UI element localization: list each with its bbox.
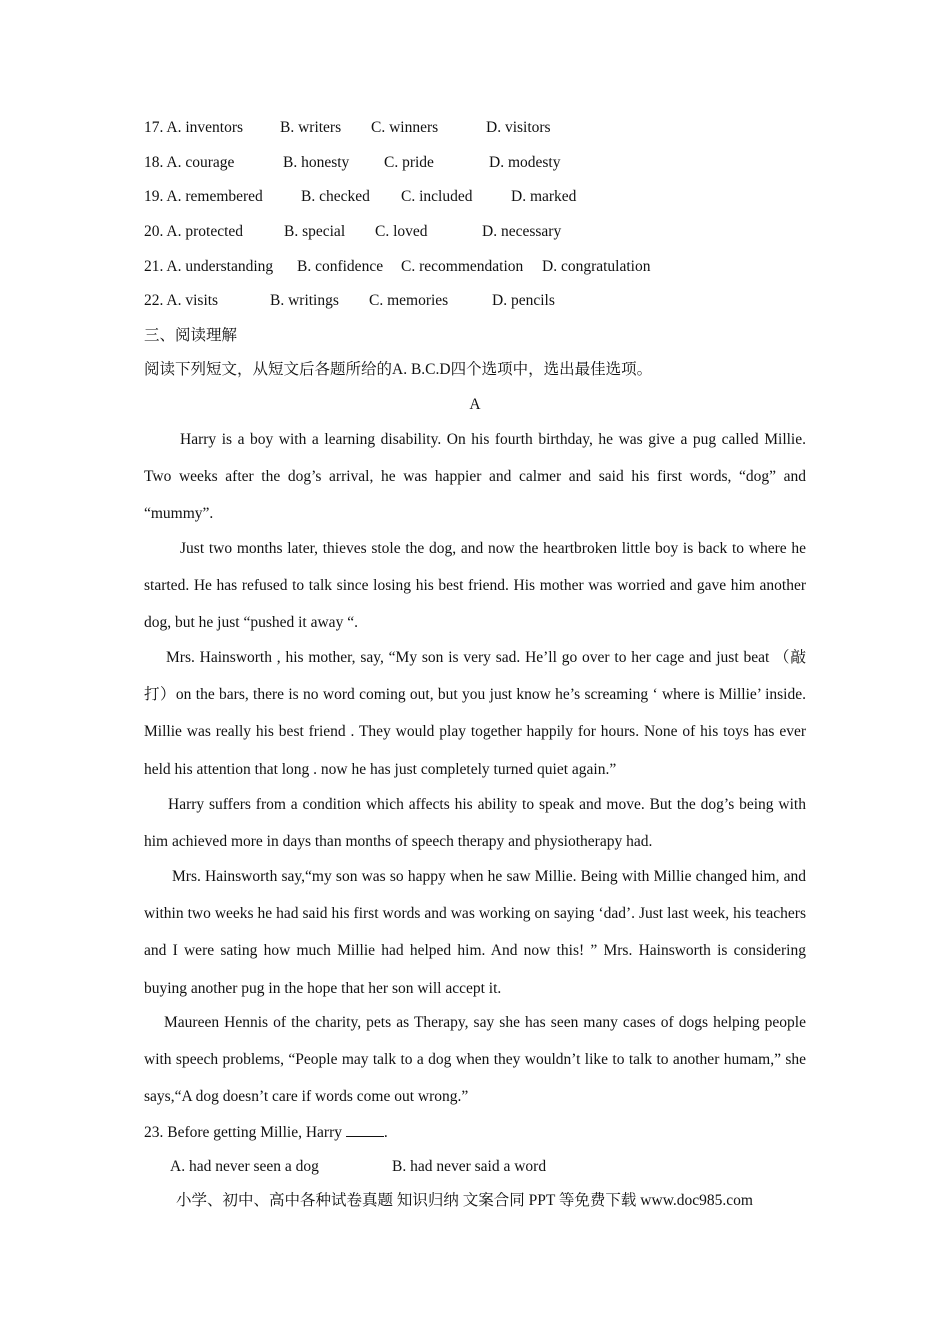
page-footer: 小学、初中、高中各种试卷真题 知识归纳 文案合同 PPT 等免费下载 www.doc985.com — [176, 1192, 753, 1209]
question-number: 22. — [144, 292, 164, 309]
option-b: B. honesty — [283, 154, 350, 171]
passage-paragraph: Just two months later, thieves stole the dog, and now the heartbroken little boy is back to where he started. He has refused to talk since losing his best friend. His mother was worried and gave him another dog, but he just “pushed it away “. — [144, 540, 806, 632]
question-option-a — [144, 221, 243, 243]
option-a: A. remembered — [166, 188, 263, 205]
option-b: B. confidence — [297, 258, 384, 275]
question-23 — [144, 1122, 388, 1144]
passage-label: A — [469, 396, 481, 413]
option-a: A. inventors — [166, 119, 244, 136]
question-stem-end: . — [383, 1124, 388, 1141]
passage-paragraph: Mrs. Hainsworth , his mother, say, “My son is very sad. He’ll go over to her cage and just beat （敲打）on the bars, there is no word coming out, but you just know he’s screaming ‘ where is Millie’ inside. Millie was really his best friend . They would play together happily for hours. None of his toys has ever held his attention that long . now he has just completely turned quiet again.” — [144, 649, 806, 778]
option-a: A. visits — [166, 292, 219, 309]
option-b: B. checked — [301, 188, 370, 205]
question-option-a — [144, 256, 273, 278]
question-option-a — [144, 290, 218, 312]
option-c: C. loved — [375, 223, 428, 240]
option-d: D. visitors — [486, 119, 551, 136]
option-c: C. pride — [384, 154, 434, 171]
question-option-a — [144, 152, 234, 174]
question-option-a — [144, 117, 243, 139]
option-b: B. had never said a word — [392, 1158, 547, 1175]
passage-paragraph: Harry is a boy with a learning disability. On his fourth birthday, he was give a pug called Millie. Two weeks after the dog’s arrival, he was happier and calmer and said his first words, “dog” and “mummy”. — [144, 431, 806, 523]
question-number: 20. — [144, 223, 164, 240]
option-d: D. marked — [511, 188, 577, 205]
passage-paragraph: Maureen Hennis of the charity, pets as Therapy, say she has seen many cases of dogs helping people with speech problems, “People may talk to a dog when they wouldn’t like to talk to another humam,” she says,“A dog doesn’t care if words come out wrong.” — [144, 1014, 806, 1106]
section-instruction: 阅读下列短文，从短文后各题所给的A. B.C.D四个选项中，选出最佳选项。 — [144, 361, 653, 378]
question-number: 17. — [144, 119, 164, 136]
option-c: C. memories — [369, 292, 449, 309]
option-c: C. included — [401, 188, 473, 205]
question-number: 19. — [144, 188, 164, 205]
passage-paragraph: Mrs. Hainsworth say,“my son was so happy when he saw Millie. Being with Millie changed him, and within two weeks he had said his first words and was working on saying ‘dad’. Just last week, his teachers and I were sating how much Millie had helped him. And now this! ” Mrs. Hainsworth is considering buying another pug in the hope that her son will accept it. — [144, 868, 806, 997]
passage-paragraph: Harry suffers from a condition which affects his ability to speak and move. But the dog’s being with him achieved more in days than months of speech therapy and physiotherapy had. — [144, 796, 806, 851]
option-c: C. recommendation — [401, 258, 524, 275]
question-option-a — [144, 186, 263, 208]
section-heading: 三、阅读理解 — [144, 327, 238, 344]
option-d: D. necessary — [482, 223, 562, 240]
option-d: D. pencils — [492, 292, 555, 309]
option-b: B. special — [284, 223, 346, 240]
option-a: A. had never seen a dog — [170, 1158, 319, 1175]
option-c: C. winners — [371, 119, 439, 136]
option-b: B. writings — [270, 292, 339, 309]
question-stem: 23. Before getting Millie, Harry — [144, 1124, 343, 1141]
answer-blank — [346, 1122, 384, 1137]
option-d: D. modesty — [489, 154, 561, 171]
option-a: A. understanding — [166, 258, 274, 275]
option-a: A. protected — [166, 223, 244, 240]
option-a: A. courage — [166, 154, 235, 171]
option-b: B. writers — [280, 119, 342, 136]
question-number: 18. — [144, 154, 164, 171]
option-d: D. congratulation — [542, 258, 651, 275]
question-number: 21. — [144, 258, 164, 275]
